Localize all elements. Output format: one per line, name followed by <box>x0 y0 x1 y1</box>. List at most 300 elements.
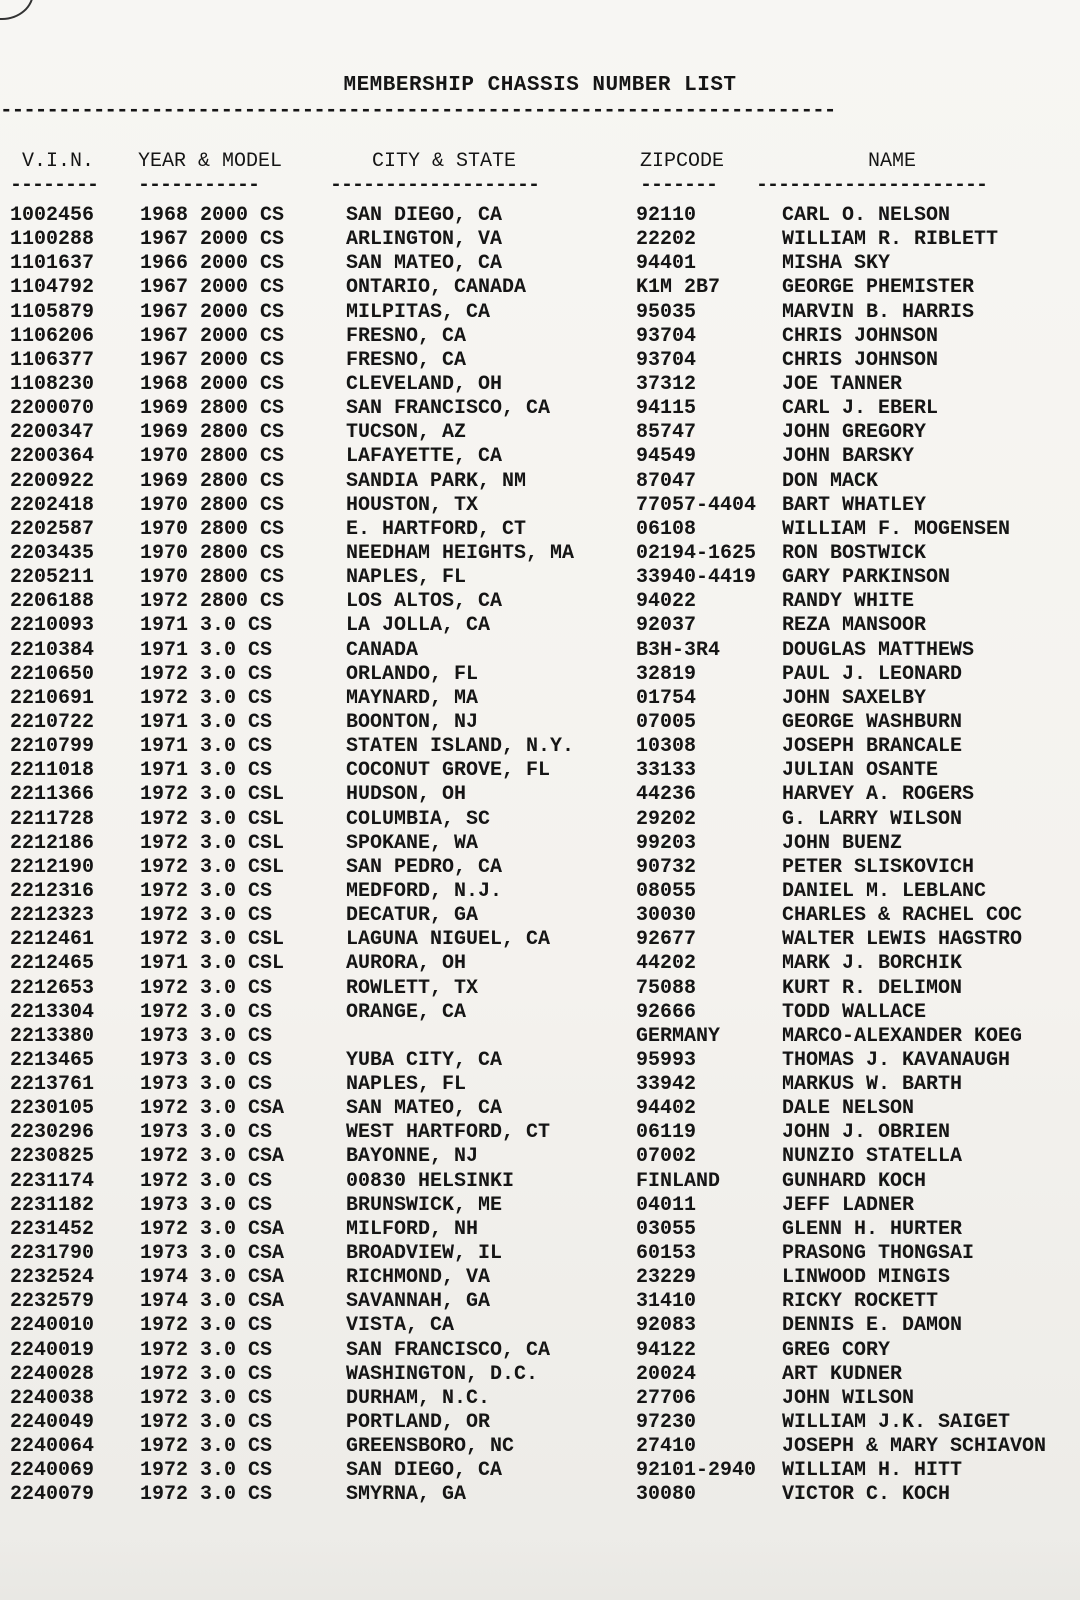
zipcode-cell: 92110 <box>636 204 697 227</box>
zipcode-cell: 94549 <box>636 445 697 469</box>
table-row <box>0 1025 1080 1049</box>
vin-cell: 2230296 <box>10 1121 95 1145</box>
table-row <box>0 880 1080 904</box>
table-row <box>0 1097 1080 1121</box>
year-model-cell: 1967 2000 CS <box>140 324 285 348</box>
name-cell: JOHN BUENZ <box>782 831 903 855</box>
name-cell: HARVEY A. ROGERS <box>782 783 975 807</box>
name-cell: JULIAN OSANTE <box>782 759 939 783</box>
name-cell: CHRIS JOHNSON <box>782 348 939 372</box>
vin-cell: 2240028 <box>10 1362 95 1386</box>
zipcode-cell: 44236 <box>636 783 697 807</box>
name-cell: DANIEL M. LEBLANC <box>782 879 987 903</box>
year-model-cell: 1973 3.0 CS <box>140 1048 273 1072</box>
zipcode-cell: 95035 <box>636 300 697 324</box>
name-cell: JOE TANNER <box>782 372 903 396</box>
city-state-cell: HOUSTON, TX <box>346 493 479 517</box>
city-state-cell: SMYRNA, GA <box>346 1483 467 1507</box>
vin-cell: 2212653 <box>10 976 95 1000</box>
year-model-cell: 1971 3.0 CS <box>140 710 273 734</box>
year-model-cell: 1972 3.0 CSA <box>140 1145 285 1169</box>
year-model-cell: 1971 3.0 CS <box>140 638 273 662</box>
name-cell: G. LARRY WILSON <box>782 807 963 831</box>
table-row <box>0 1170 1080 1194</box>
zipcode-cell: 94115 <box>636 397 697 421</box>
zipcode-cell: 94401 <box>636 252 697 276</box>
year-model-cell: 1972 3.0 CS <box>140 1169 273 1193</box>
name-cell: MARKUS W. BARTH <box>782 1073 963 1097</box>
name-cell: PRASONG THONGSAI <box>782 1242 975 1266</box>
table-row <box>0 1290 1080 1314</box>
vin-cell: 2205211 <box>10 566 95 590</box>
year-model-cell: 1968 2000 CS <box>140 204 285 227</box>
zipcode-cell: 33942 <box>636 1073 697 1097</box>
vin-cell: 2211018 <box>10 759 95 783</box>
name-cell: JEFF LADNER <box>782 1193 915 1217</box>
city-state-cell: HUDSON, OH <box>346 783 467 807</box>
year-model-cell: 1973 3.0 CS <box>140 1073 273 1097</box>
zipcode-cell: 94022 <box>636 590 697 614</box>
city-state-cell: 00830 HELSINKI <box>346 1169 515 1193</box>
name-cell: JOHN GREGORY <box>782 421 927 445</box>
table-row <box>0 856 1080 880</box>
vin-cell: 2200347 <box>10 421 95 445</box>
table-row <box>0 928 1080 952</box>
name-cell: DENNIS E. DAMON <box>782 1314 963 1338</box>
name-cell: VICTOR C. KOCH <box>782 1483 951 1507</box>
name-cell: RON BOSTWICK <box>782 541 927 565</box>
name-cell: NUNZIO STATELLA <box>782 1145 963 1169</box>
zipcode-cell: FINLAND <box>636 1169 721 1193</box>
name-cell: JOSEPH & MARY SCHIAVON <box>782 1435 1047 1459</box>
table-row <box>0 276 1080 300</box>
vin-cell: 2200922 <box>10 469 95 493</box>
vin-cell: 2211366 <box>10 783 95 807</box>
zipcode-cell: 33133 <box>636 759 697 783</box>
year-model-cell: 1973 3.0 CS <box>140 1121 273 1145</box>
vin-cell: 2230105 <box>10 1097 95 1121</box>
year-model-cell: 1972 3.0 CS <box>140 1483 273 1507</box>
name-cell: MISHA SKY <box>782 252 891 276</box>
table-row <box>0 1073 1080 1097</box>
underline-year-model: ----------- <box>138 174 260 197</box>
table-row <box>0 252 1080 276</box>
vin-cell: 1108230 <box>10 372 95 396</box>
city-state-cell: LAGUNA NIGUEL, CA <box>346 928 551 952</box>
vin-cell: 1002456 <box>10 204 95 227</box>
table-row <box>0 1145 1080 1169</box>
name-cell: BART WHATLEY <box>782 493 927 517</box>
vin-cell: 2212186 <box>10 831 95 855</box>
city-state-cell: GREENSBORO, NC <box>346 1435 515 1459</box>
table-row <box>0 542 1080 566</box>
table-row <box>0 349 1080 373</box>
vin-cell: 2213465 <box>10 1048 95 1072</box>
city-state-cell: ORLANDO, FL <box>346 662 479 686</box>
vin-cell: 2210650 <box>10 662 95 686</box>
table-row <box>0 1194 1080 1218</box>
vin-cell: 2240038 <box>10 1386 95 1410</box>
table-row <box>0 1435 1080 1459</box>
year-model-cell: 1972 3.0 CSL <box>140 783 285 807</box>
year-model-cell: 1972 3.0 CS <box>140 1386 273 1410</box>
name-cell: CHARLES & RACHEL COC <box>782 904 1023 928</box>
year-model-cell: 1970 2800 CS <box>140 493 285 517</box>
zipcode-cell: 44202 <box>636 952 697 976</box>
vin-cell: 2230825 <box>10 1145 95 1169</box>
city-state-cell: E. HARTFORD, CT <box>346 517 527 541</box>
year-model-cell: 1972 3.0 CS <box>140 1362 273 1386</box>
table-row <box>0 1121 1080 1145</box>
zipcode-cell: 92666 <box>636 1000 697 1024</box>
name-cell: WALTER LEWIS HAGSTRO <box>782 928 1023 952</box>
table-row <box>0 1049 1080 1073</box>
name-cell: REZA MANSOOR <box>782 614 927 638</box>
year-model-cell: 1971 3.0 CS <box>140 614 273 638</box>
year-model-cell: 1968 2000 CS <box>140 372 285 396</box>
table-row <box>0 518 1080 542</box>
year-model-cell: 1972 3.0 CS <box>140 1314 273 1338</box>
city-state-cell: CLEVELAND, OH <box>346 372 503 396</box>
vin-cell: 2240079 <box>10 1483 95 1507</box>
zipcode-cell: 92083 <box>636 1314 697 1338</box>
zipcode-cell: 29202 <box>636 807 697 831</box>
name-cell: DALE NELSON <box>782 1097 915 1121</box>
table-row <box>0 445 1080 469</box>
zipcode-cell: 27410 <box>636 1435 697 1459</box>
header-zipcode: ZIPCODE <box>640 150 725 173</box>
year-model-cell: 1966 2000 CS <box>140 252 285 276</box>
vin-cell: 2200364 <box>10 445 95 469</box>
table-row <box>0 1459 1080 1483</box>
zipcode-cell: 20024 <box>636 1362 697 1386</box>
city-state-cell: BOONTON, NJ <box>346 710 479 734</box>
year-model-cell: 1973 3.0 CS <box>140 1193 273 1217</box>
city-state-cell: WASHINGTON, D.C. <box>346 1362 539 1386</box>
year-model-cell: 1970 2800 CS <box>140 541 285 565</box>
zipcode-cell: 99203 <box>636 831 697 855</box>
city-state-cell: YUBA CITY, CA <box>346 1048 503 1072</box>
name-cell: CARL O. NELSON <box>782 204 951 227</box>
city-state-cell: SAN MATEO, CA <box>346 1097 503 1121</box>
year-model-cell: 1972 3.0 CSA <box>140 1097 285 1121</box>
table-row <box>0 1339 1080 1363</box>
city-state-cell: SAN FRANCISCO, CA <box>346 397 551 421</box>
name-cell: TODD WALLACE <box>782 1000 927 1024</box>
city-state-cell: DECATUR, GA <box>346 904 479 928</box>
vin-cell: 1106377 <box>10 348 95 372</box>
zipcode-cell: 95993 <box>636 1048 697 1072</box>
zipcode-cell: 10308 <box>636 735 697 759</box>
name-cell: JOHN BARSKY <box>782 445 915 469</box>
vin-cell: 2202587 <box>10 517 95 541</box>
year-model-cell: 1972 3.0 CSL <box>140 855 285 879</box>
zipcode-cell: 92677 <box>636 928 697 952</box>
vin-cell: 2240049 <box>10 1411 95 1435</box>
vin-cell: 2203435 <box>10 541 95 565</box>
table-row <box>0 1218 1080 1242</box>
zipcode-cell: 32819 <box>636 662 697 686</box>
year-model-cell: 1972 3.0 CS <box>140 904 273 928</box>
vin-cell: 2210722 <box>10 710 95 734</box>
city-state-cell: BRUNSWICK, ME <box>346 1193 503 1217</box>
table-row <box>0 1483 1080 1507</box>
zipcode-cell: 92101-2940 <box>636 1459 757 1483</box>
year-model-cell: 1967 2000 CS <box>140 228 285 252</box>
table-row <box>0 614 1080 638</box>
zipcode-cell: 87047 <box>636 469 697 493</box>
name-cell: GREG CORY <box>782 1338 891 1362</box>
membership-table <box>0 204 1080 1508</box>
zipcode-cell: 85747 <box>636 421 697 445</box>
zipcode-cell: 37312 <box>636 372 697 396</box>
name-cell: WILLIAM J.K. SAIGET <box>782 1411 1011 1435</box>
year-model-cell: 1971 3.0 CS <box>140 735 273 759</box>
name-cell: MARK J. BORCHIK <box>782 952 963 976</box>
vin-cell: 2212465 <box>10 952 95 976</box>
vin-cell: 2212461 <box>10 928 95 952</box>
header-name: NAME <box>868 150 917 173</box>
city-state-cell: BAYONNE, NJ <box>346 1145 479 1169</box>
vin-cell: 1105879 <box>10 300 95 324</box>
city-state-cell: AURORA, OH <box>346 952 467 976</box>
vin-cell: 2210093 <box>10 614 95 638</box>
city-state-cell: BROADVIEW, IL <box>346 1242 503 1266</box>
vin-cell: 2240069 <box>10 1459 95 1483</box>
year-model-cell: 1969 2800 CS <box>140 421 285 445</box>
underline-zipcode: ------- <box>640 174 718 197</box>
year-model-cell: 1972 3.0 CS <box>140 662 273 686</box>
zipcode-cell: 31410 <box>636 1290 697 1314</box>
vin-cell: 2231452 <box>10 1217 95 1241</box>
zipcode-cell: 07005 <box>636 710 697 734</box>
city-state-cell: TUCSON, AZ <box>346 421 467 445</box>
year-model-cell: 1972 3.0 CS <box>140 1000 273 1024</box>
zipcode-cell: 93704 <box>636 324 697 348</box>
year-model-cell: 1972 3.0 CS <box>140 1338 273 1362</box>
year-model-cell: 1972 3.0 CSA <box>140 1217 285 1241</box>
zipcode-cell: 94122 <box>636 1338 697 1362</box>
name-cell: GEORGE WASHBURN <box>782 710 963 734</box>
year-model-cell: 1972 3.0 CSL <box>140 807 285 831</box>
city-state-cell: MILFORD, NH <box>346 1217 479 1241</box>
vin-cell: 2213761 <box>10 1073 95 1097</box>
table-row <box>0 204 1080 228</box>
name-cell: GEORGE PHEMISTER <box>782 276 975 300</box>
year-model-cell: 1972 3.0 CS <box>140 1435 273 1459</box>
page-bottom-shadow <box>0 1540 1080 1600</box>
year-model-cell: 1972 3.0 CSL <box>140 831 285 855</box>
year-model-cell: 1971 3.0 CS <box>140 759 273 783</box>
zipcode-cell: K1M 2B7 <box>636 276 721 300</box>
table-row <box>0 566 1080 590</box>
zipcode-cell: 22202 <box>636 228 697 252</box>
city-state-cell: MEDFORD, N.J. <box>346 879 503 903</box>
year-model-cell: 1973 3.0 CSA <box>140 1242 285 1266</box>
vin-cell: 2202418 <box>10 493 95 517</box>
zipcode-cell: 04011 <box>636 1193 697 1217</box>
year-model-cell: 1972 3.0 CSL <box>140 928 285 952</box>
city-state-cell: PORTLAND, OR <box>346 1411 491 1435</box>
name-cell: WILLIAM F. MOGENSEN <box>782 517 1011 541</box>
name-cell: ART KUDNER <box>782 1362 903 1386</box>
name-cell: GARY PARKINSON <box>782 566 951 590</box>
vin-cell: 2213380 <box>10 1024 95 1048</box>
header-year-model: YEAR & MODEL <box>138 150 283 173</box>
table-row <box>0 470 1080 494</box>
city-state-cell: COLUMBIA, SC <box>346 807 491 831</box>
zipcode-cell: 01754 <box>636 686 697 710</box>
name-cell: JOHN WILSON <box>782 1386 915 1410</box>
city-state-cell: SPOKANE, WA <box>346 831 479 855</box>
vin-cell: 2212190 <box>10 855 95 879</box>
zipcode-cell: 02194-1625 <box>636 541 757 565</box>
city-state-cell: ONTARIO, CANADA <box>346 276 527 300</box>
year-model-cell: 1971 3.0 CSL <box>140 952 285 976</box>
table-row <box>0 663 1080 687</box>
zipcode-cell: 07002 <box>636 1145 697 1169</box>
city-state-cell: SAVANNAH, GA <box>346 1290 491 1314</box>
table-row <box>0 1387 1080 1411</box>
vin-cell: 2210691 <box>10 686 95 710</box>
name-cell: MARCO-ALEXANDER KOEG <box>782 1024 1023 1048</box>
underline-city-state: ------------------- <box>330 174 540 197</box>
year-model-cell: 1970 2800 CS <box>140 566 285 590</box>
zipcode-cell: 27706 <box>636 1386 697 1410</box>
table-row <box>0 421 1080 445</box>
vin-cell: 2232579 <box>10 1290 95 1314</box>
year-model-cell: 1970 2800 CS <box>140 517 285 541</box>
table-row <box>0 1411 1080 1435</box>
zipcode-cell: GERMANY <box>636 1024 721 1048</box>
zipcode-cell: 30080 <box>636 1483 697 1507</box>
zipcode-cell: 92037 <box>636 614 697 638</box>
city-state-cell: ORANGE, CA <box>346 1000 467 1024</box>
vin-cell: 2213304 <box>10 1000 95 1024</box>
zipcode-cell: 30030 <box>636 904 697 928</box>
year-model-cell: 1972 3.0 CS <box>140 879 273 903</box>
table-row <box>0 325 1080 349</box>
city-state-cell: SAN FRANCISCO, CA <box>346 1338 551 1362</box>
name-cell: JOHN SAXELBY <box>782 686 927 710</box>
name-cell: RICKY ROCKETT <box>782 1290 939 1314</box>
zipcode-cell: 77057-4404 <box>636 493 757 517</box>
zipcode-cell: 03055 <box>636 1217 697 1241</box>
name-cell: RANDY WHITE <box>782 590 915 614</box>
zipcode-cell: 97230 <box>636 1411 697 1435</box>
name-cell: CARL J. EBERL <box>782 397 939 421</box>
table-row <box>0 397 1080 421</box>
city-state-cell: LOS ALTOS, CA <box>346 590 503 614</box>
zipcode-cell: 93704 <box>636 348 697 372</box>
table-row <box>0 977 1080 1001</box>
name-cell: LINWOOD MINGIS <box>782 1266 951 1290</box>
header-city-state: CITY & STATE <box>372 150 517 173</box>
city-state-cell: ROWLETT, TX <box>346 976 479 1000</box>
table-row <box>0 687 1080 711</box>
vin-cell: 2206188 <box>10 590 95 614</box>
city-state-cell: SAN DIEGO, CA <box>346 1459 503 1483</box>
table-row <box>0 711 1080 735</box>
zipcode-cell: 75088 <box>636 976 697 1000</box>
year-model-cell: 1969 2800 CS <box>140 469 285 493</box>
table-row <box>0 1266 1080 1290</box>
zipcode-cell: 23229 <box>636 1266 697 1290</box>
table-row <box>0 494 1080 518</box>
city-state-cell: STATEN ISLAND, N.Y. <box>346 735 575 759</box>
city-state-cell: SAN DIEGO, CA <box>346 204 503 227</box>
year-model-cell: 1974 3.0 CSA <box>140 1266 285 1290</box>
table-row <box>0 228 1080 252</box>
table-row <box>0 952 1080 976</box>
vin-cell: 1101637 <box>10 252 95 276</box>
city-state-cell: SANDIA PARK, NM <box>346 469 527 493</box>
table-row <box>0 832 1080 856</box>
vin-cell: 2240019 <box>10 1338 95 1362</box>
year-model-cell: 1970 2800 CS <box>140 445 285 469</box>
header-vin: V.I.N. <box>22 150 95 173</box>
table-row <box>0 904 1080 928</box>
year-model-cell: 1972 3.0 CS <box>140 686 273 710</box>
underline-vin: -------- <box>10 174 99 197</box>
vin-cell: 2212316 <box>10 879 95 903</box>
vin-cell: 2210384 <box>10 638 95 662</box>
year-model-cell: 1974 3.0 CSA <box>140 1290 285 1314</box>
year-model-cell: 1972 3.0 CS <box>140 976 273 1000</box>
vin-cell: 2231174 <box>10 1169 95 1193</box>
vin-cell: 1104792 <box>10 276 95 300</box>
table-row <box>0 735 1080 759</box>
table-row <box>0 373 1080 397</box>
vin-cell: 2232524 <box>10 1266 95 1290</box>
name-cell: CHRIS JOHNSON <box>782 324 939 348</box>
name-cell: WILLIAM R. RIBLETT <box>782 228 999 252</box>
vin-cell: 1106206 <box>10 324 95 348</box>
zipcode-cell: 08055 <box>636 879 697 903</box>
year-model-cell: 1973 3.0 CS <box>140 1024 273 1048</box>
name-cell: JOHN J. OBRIEN <box>782 1121 951 1145</box>
name-cell: PETER SLISKOVICH <box>782 855 975 879</box>
city-state-cell: NAPLES, FL <box>346 1073 467 1097</box>
zipcode-cell: 33940-4419 <box>636 566 757 590</box>
city-state-cell: FRESNO, CA <box>346 324 467 348</box>
name-cell: MARVIN B. HARRIS <box>782 300 975 324</box>
name-cell: PAUL J. LEONARD <box>782 662 963 686</box>
year-model-cell: 1972 3.0 CS <box>140 1411 273 1435</box>
vin-cell: 2231790 <box>10 1242 95 1266</box>
name-cell: GUNHARD KOCH <box>782 1169 927 1193</box>
name-cell: DON MACK <box>782 469 879 493</box>
vin-cell: 2240010 <box>10 1314 95 1338</box>
name-cell: THOMAS J. KAVANAUGH <box>782 1048 1011 1072</box>
city-state-cell: COCONUT GROVE, FL <box>346 759 551 783</box>
name-cell: GLENN H. HURTER <box>782 1217 963 1241</box>
city-state-cell: SAN PEDRO, CA <box>346 855 503 879</box>
table-row <box>0 639 1080 663</box>
city-state-cell: VISTA, CA <box>346 1314 455 1338</box>
year-model-cell: 1969 2800 CS <box>140 397 285 421</box>
table-row <box>0 1314 1080 1338</box>
table-row <box>0 1001 1080 1025</box>
city-state-cell: WEST HARTFORD, CT <box>346 1121 551 1145</box>
name-cell: JOSEPH BRANCALE <box>782 735 963 759</box>
corner-ink-mark <box>0 0 34 20</box>
vin-cell: 2231182 <box>10 1193 95 1217</box>
vin-cell: 2240064 <box>10 1435 95 1459</box>
city-state-cell: RICHMOND, VA <box>346 1266 491 1290</box>
city-state-cell: NEEDHAM HEIGHTS, MA <box>346 541 575 565</box>
year-model-cell: 1972 2800 CS <box>140 590 285 614</box>
